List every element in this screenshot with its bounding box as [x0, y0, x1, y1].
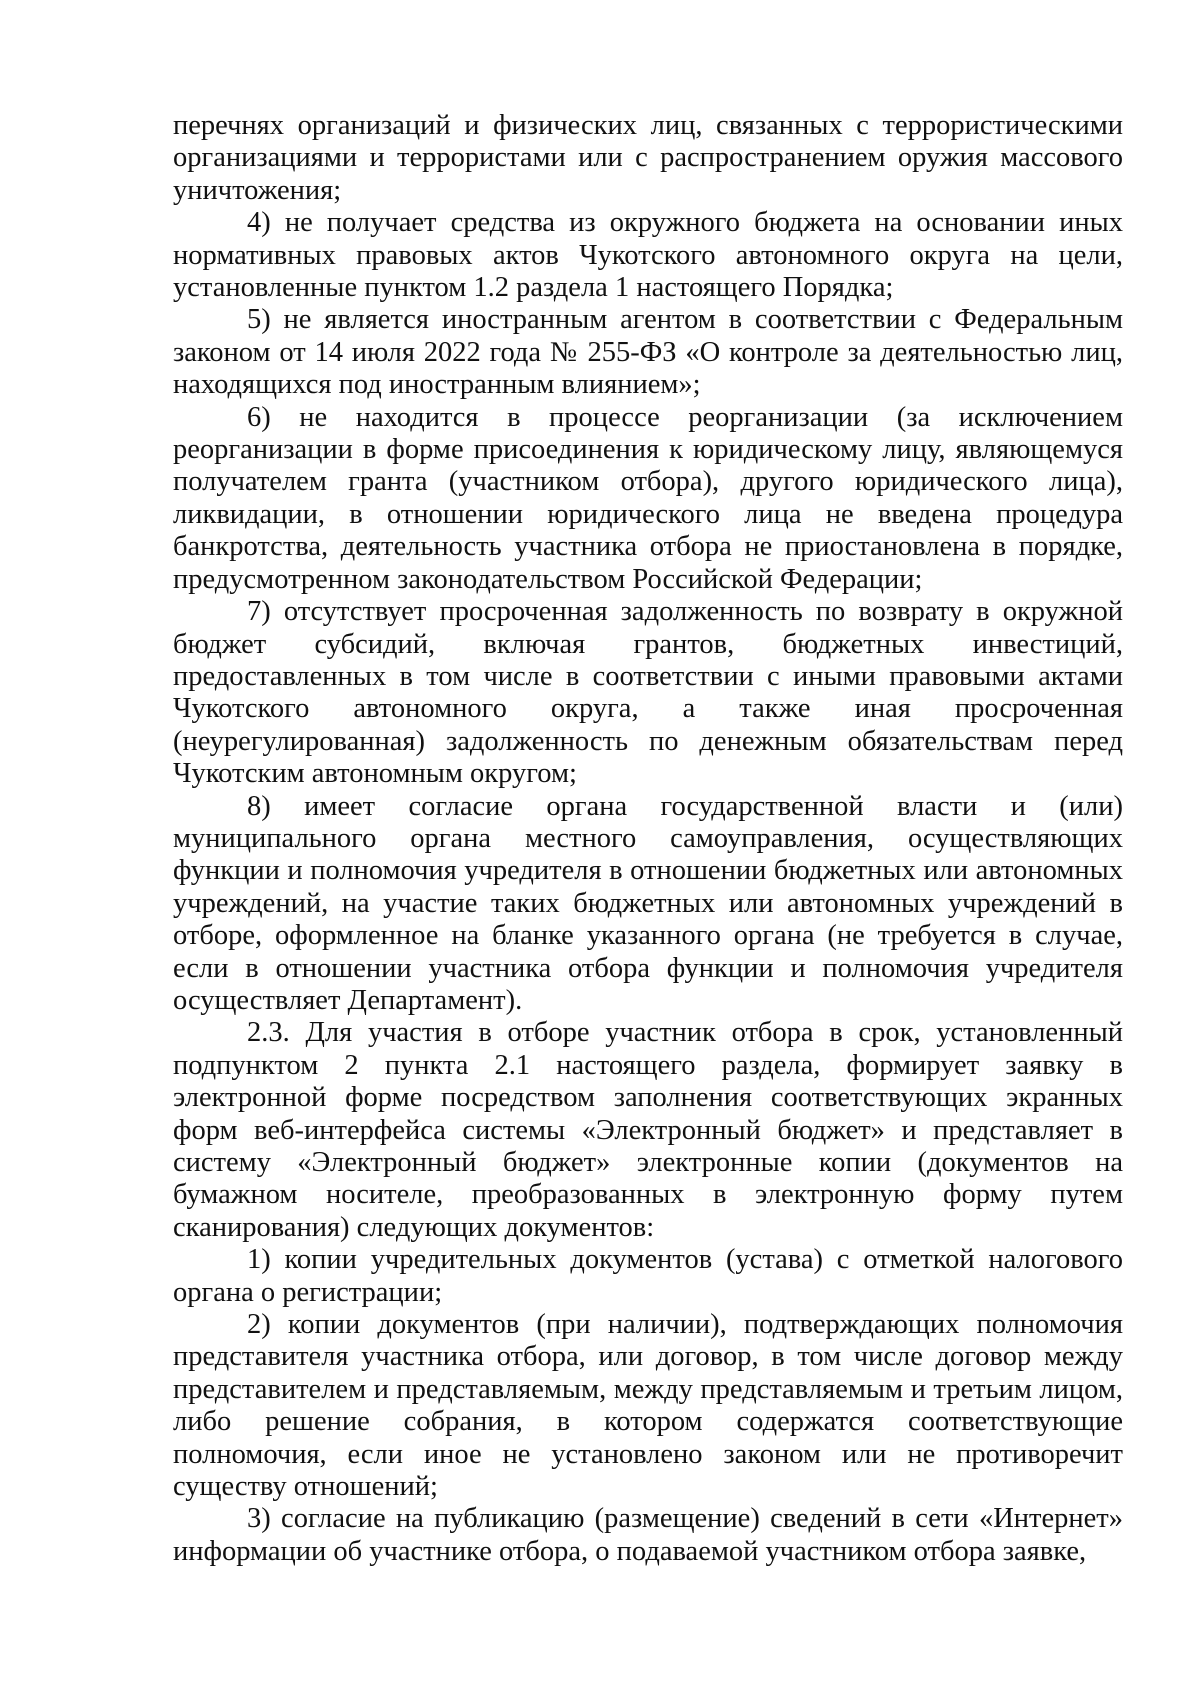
paragraph-doc-item-2: 2) копии документов (при наличии), подтверждающих полномочия представителя участника отбора, или договор, в том числе договор между представителем и представляемым, между представляемым и третьим лицом, либо решение собрания, в котором содержатся соответствующие полномочия, если иное не установлено законом или не противоречит существу отношений;	[173, 1309, 1123, 1503]
paragraph-section-2-3: 2.3. Для участия в отборе участник отбора в срок, установленный подпунктом 2 пункта 2.1 настоящего раздела, формирует заявку в электронной форме посредством заполнения соответствующих экранных форм веб-интерфейса системы «Электронный бюджет» и представляет в систему «Электронный бюджет» электронные копии (документов на бумажном носителе, преобразованных в электронную форму путем сканирования) следующих документов:	[173, 1017, 1123, 1243]
paragraph-doc-item-1: 1) копии учредительных документов (устава) с отметкой налогового органа о регистрации;	[173, 1244, 1123, 1308]
paragraph-doc-item-3: 3) согласие на публикацию (размещение) сведений в сети «Интернет» информации об участнике отбора, о подаваемой участником отбора заявке,	[173, 1503, 1123, 1567]
paragraph-item-8: 8) имеет согласие органа государственной власти и (или) муниципального органа местного самоуправления, осуществляющих функции и полномочия учредителя в отношении бюджетных или автономных учреждений, на участие таких бюджетных или автономных учреждений в отборе, оформленное на бланке указанного органа (не требуется в случае, если в отношении участника отбора функции и полномочия учредителя осуществляет Департамент).	[173, 790, 1123, 1016]
paragraph-item-6: 6) не находится в процессе реорганизации (за исключением реорганизации в форме присоединения к юридическому лицу, являющемуся получателем гранта (участником отбора), другого юридического лица), ликвидации, в отношении юридического лица не введена процедура банкротства, деятельность участника отбора не приостановлена в порядке, предусмотренном законодательством Российской Федерации;	[173, 401, 1123, 595]
paragraph-item-7: 7) отсутствует просроченная задолженность по возврату в окружной бюджет субсидий, включая грантов, бюджетных инвестиций, предоставленных в том числе в соответствии с иными правовыми актами Чукотского автономного округа, а также иная просроченная (неурегулированная) задолженность по денежным обязательствам перед Чукотским автономным округом;	[173, 596, 1123, 790]
paragraph-item-4: 4) не получает средства из окружного бюджета на основании иных нормативных правовых актов Чукотского автономного округа на цели, установленные пунктом 1.2 раздела 1 настоящего Порядка;	[173, 207, 1123, 304]
paragraph-continuation: перечнях организаций и физических лиц, связанных с террористическими организациями и террористами или с распространением оружия массового уничтожения;	[173, 110, 1123, 206]
document-page	[173, 110, 1123, 1568]
paragraph-item-5: 5) не является иностранным агентом в соответствии с Федеральным законом от 14 июля 2022 года № 255-ФЗ «О контроле за деятельностью лиц, находящихся под иностранным влиянием»;	[173, 304, 1123, 401]
